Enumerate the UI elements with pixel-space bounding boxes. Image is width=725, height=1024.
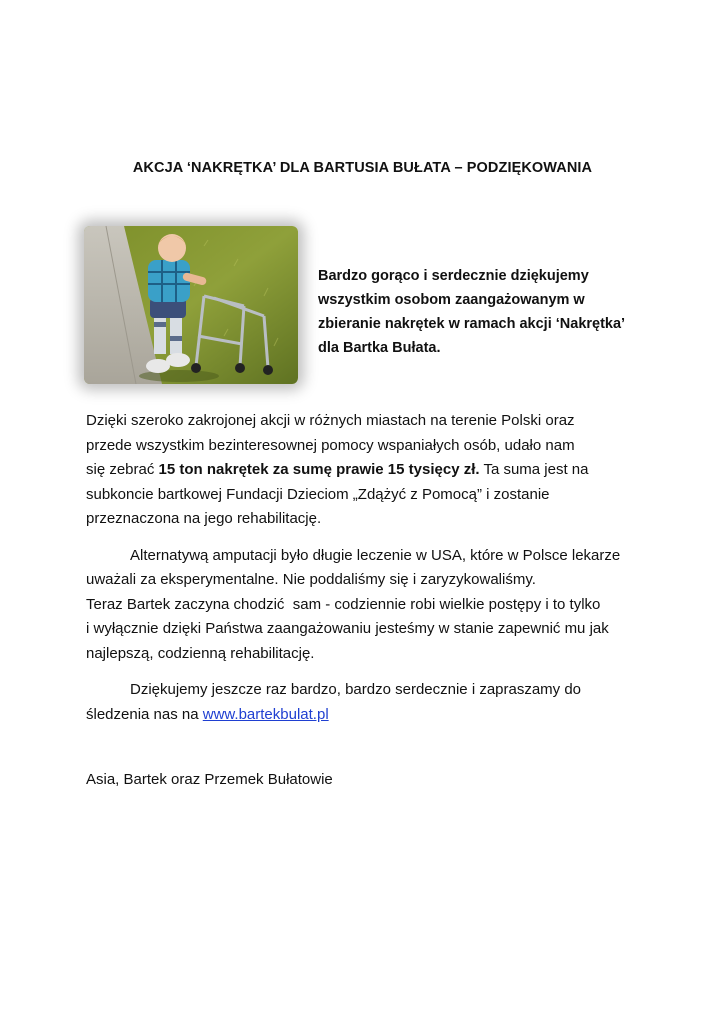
- intro-line: Bardzo gorąco i serdecznie dziękujemy: [318, 268, 589, 284]
- paragraph-line: subkoncie bartkowej Fundacji Dzieciom „Zdążyć z Pomocą” i zostanie: [86, 485, 550, 503]
- paragraph-2: [86, 544, 656, 667]
- paragraph-text: się zebrać: [86, 461, 159, 478]
- paragraph-line: najlepszą, codzienną rehabilitację.: [86, 644, 315, 662]
- photo-illustration: [84, 226, 298, 384]
- paragraph-line: [86, 703, 656, 728]
- website-link[interactable]: www.bartekbulat.pl: [202, 705, 329, 723]
- paragraph-1: [86, 409, 656, 532]
- signature: Asia, Bartek oraz Przemek Bułatowie: [86, 771, 333, 788]
- paragraph-line: [86, 458, 656, 483]
- photo-boy-with-walker: [84, 226, 298, 384]
- paragraph-line: Teraz Bartek zaczyna chodzić sam - codziennie robi wielkie postępy i to tylko: [86, 595, 601, 613]
- paragraph-line: Alternatywą amputacji było długie leczenie w USA, które w Polsce lekarze: [130, 546, 621, 564]
- intro-line: wszystkim osobom zaangażowanym w: [318, 292, 585, 308]
- paragraph-line: przeznaczona na jego rehabilitację.: [86, 510, 322, 527]
- paragraph-line: przede wszystkim bezinteresownej pomocy wspaniałych osób, udało nam: [86, 436, 575, 454]
- intro-thanks: [318, 264, 658, 360]
- intro-line: zbieranie nakrętek w ramach akcji ‘Nakrętka’: [318, 316, 626, 332]
- paragraph-text: śledzenia nas na: [86, 705, 203, 723]
- paragraph-text: Ta suma jest na: [479, 461, 589, 478]
- paragraph-line: uważali za eksperymentalne. Nie poddaliśmy się i zaryzykowaliśmy.: [86, 571, 536, 588]
- document-title: AKCJA ‘NAKRĘTKA’ DLA BARTUSIA BUŁATA – PODZIĘKOWANIA: [132, 160, 593, 176]
- intro-line: dla Bartka Bułata.: [318, 340, 441, 356]
- paragraph-line: i wyłącznie dzięki Państwa zaangażowaniu jesteśmy w stanie zapewnić mu jak: [86, 620, 609, 637]
- bold-amount: 15 ton nakrętek za sumę prawie 15 tysięcy zł.: [158, 461, 480, 478]
- paragraph-line: Dziękujemy jeszcze raz bardzo, bardzo serdecznie i zapraszamy do: [130, 681, 582, 698]
- paragraph-line: Dzięki szeroko zakrojonej akcji w różnych miastach na terenie Polski oraz: [86, 412, 575, 429]
- paragraph-3: [86, 678, 656, 727]
- body-text: [86, 409, 656, 727]
